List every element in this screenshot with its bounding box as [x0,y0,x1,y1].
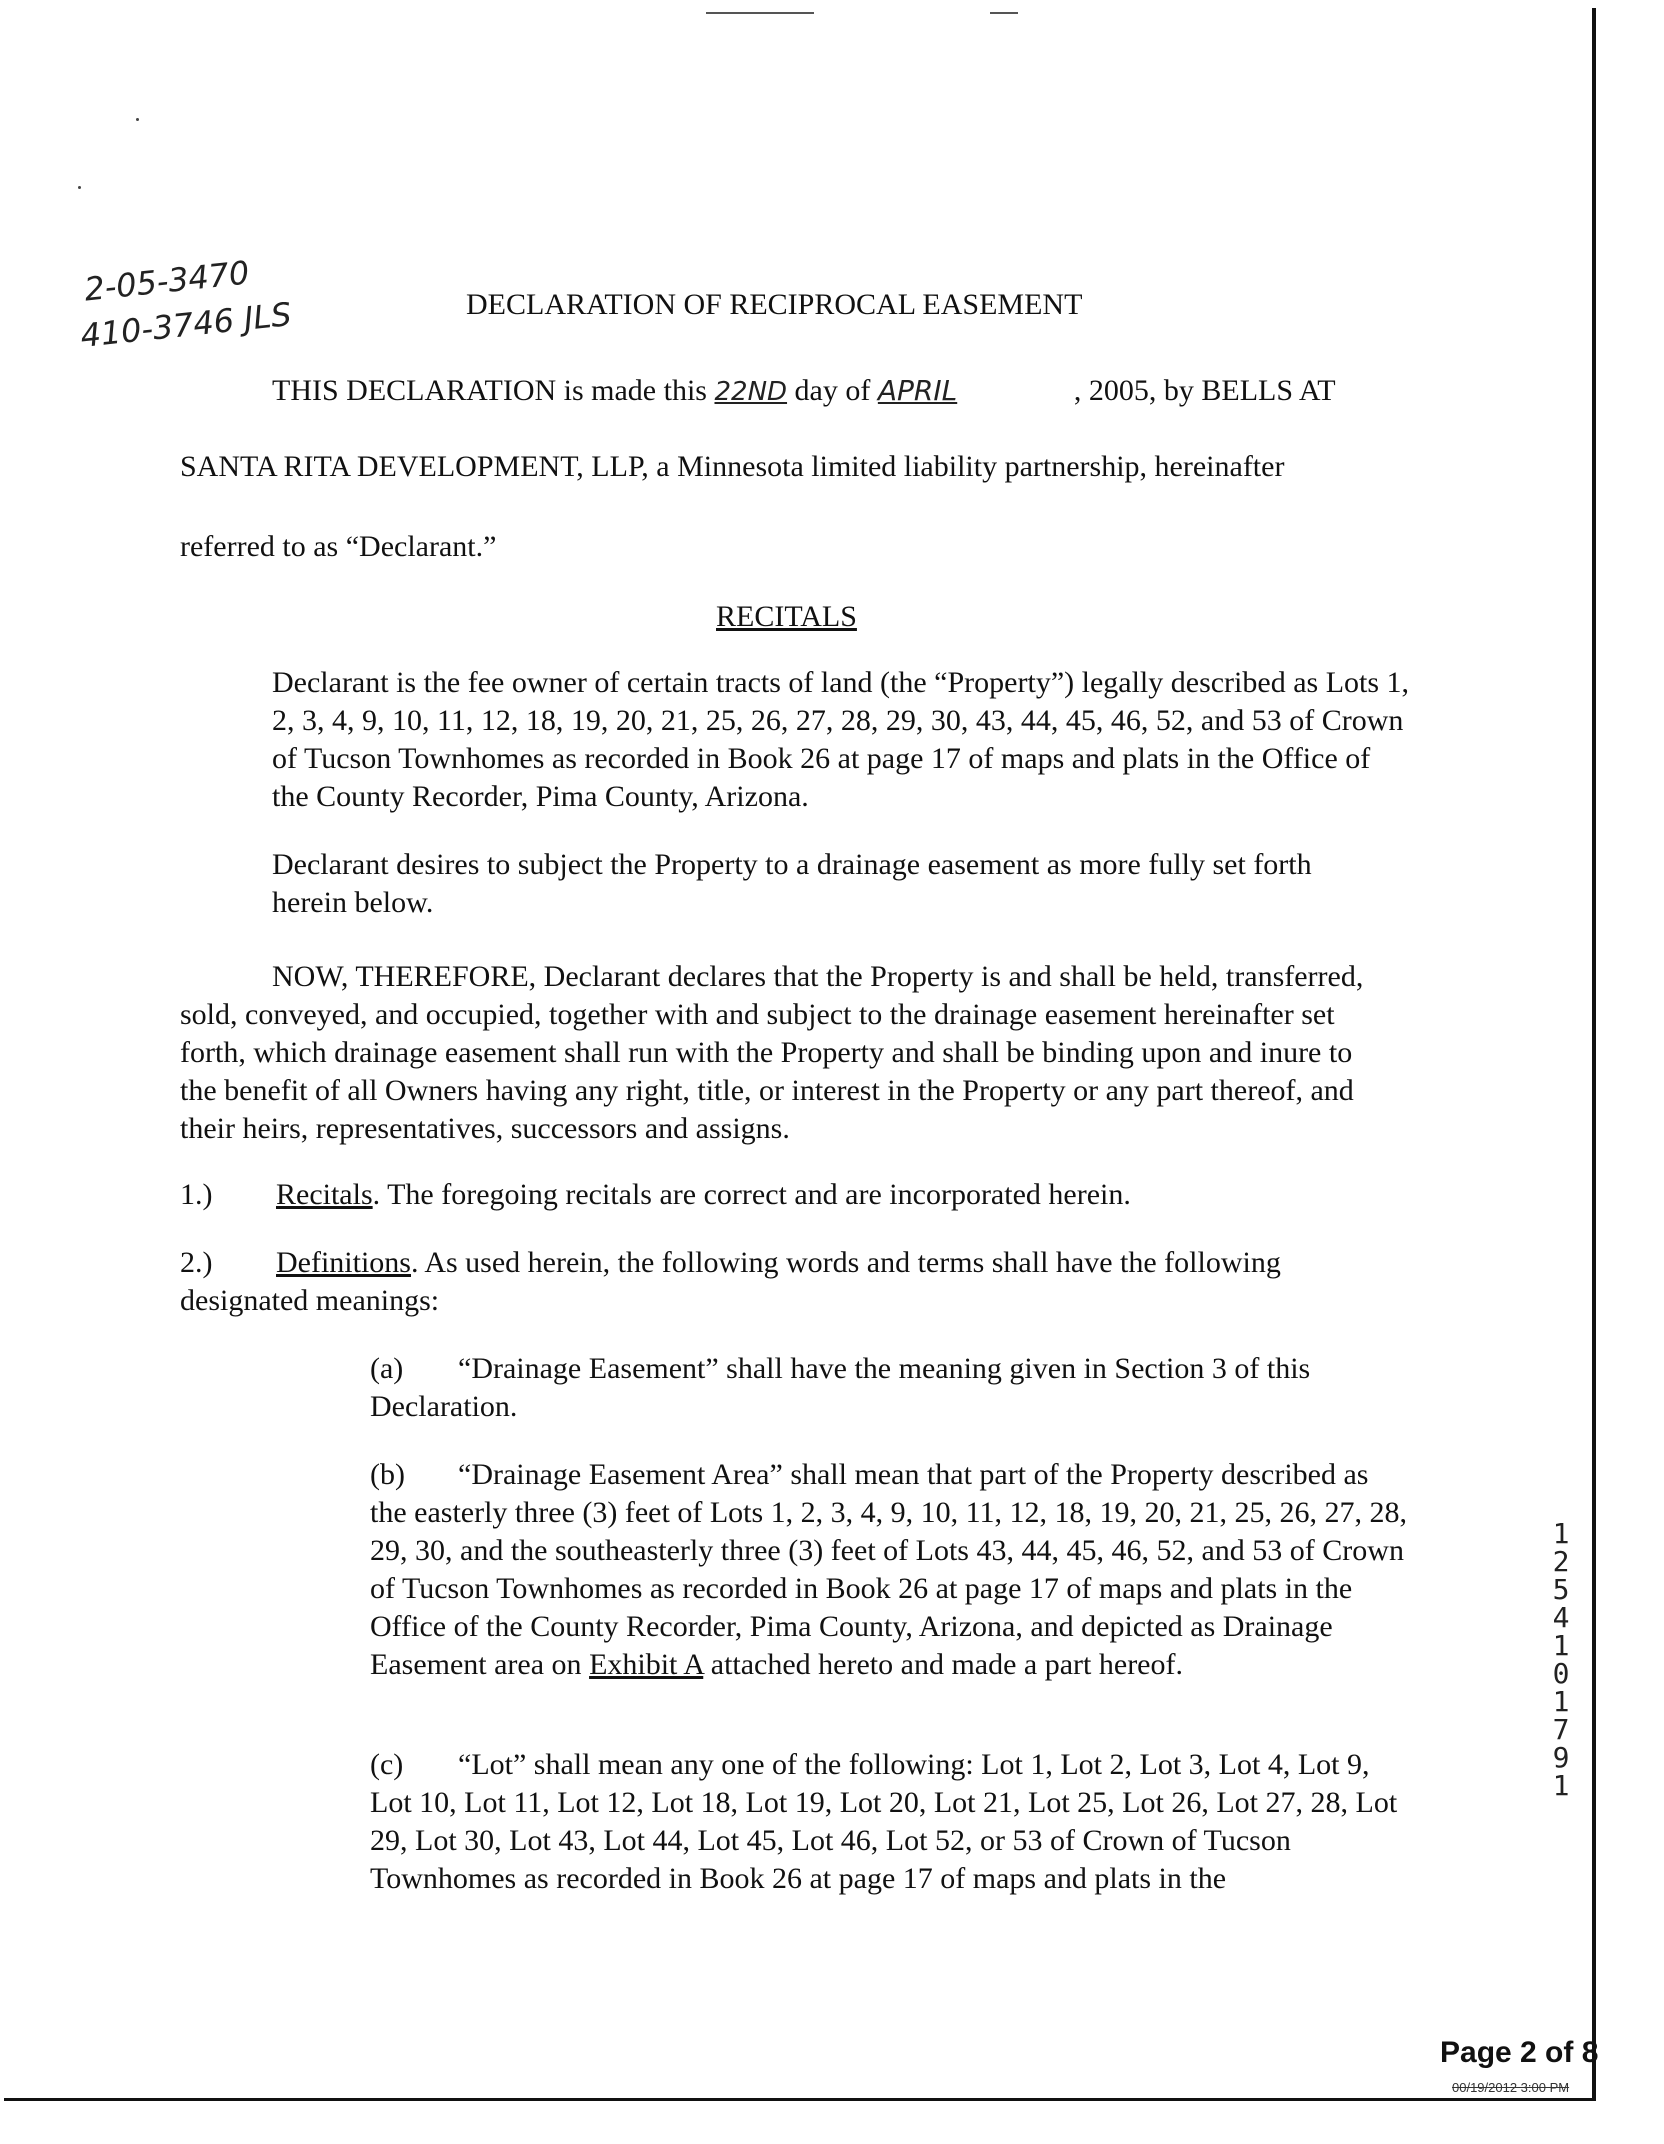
recital-paragraph-1: Declarant is the fee owner of certain tracts of land (the “Property”) legally described as Lots 1, 2, 3, 4, 9, 10, 11, 12, 18, 19, 20, 21, 25, 26, 27, 28, 29, 30, 43, 44, 45, 46, 52, and 53 of Crown of Tucson Townhomes as recorded in Book 26 at page 17 of maps and plats in the Office of the County Recorder, Pima County, Arizona. [272,666,1410,813]
section-2: 2.) Definitions. As used herein, the following words and terms shall have the following designated meanings: [180,1246,1281,1317]
recitals-heading: RECITALS [716,600,857,633]
now-therefore-paragraph: NOW, THEREFORE, Declarant declares that the Property is and shall be held, transferred, sold, conveyed, and occupied, together with and subject to the drainage easement hereinafter set forth, which drainage easement shall run with the Property and shall be binding upon and inure to the benefit of all Owners having any right, title, or interest in the Property or any part thereof, and their heirs, representatives, successors and assigns. [180,960,1364,1145]
handwritten-ref-2: 410-3746 JLS [78,295,294,355]
section-1-heading: Recitals [276,1178,373,1211]
definition-a-mark: (a) [370,1352,404,1385]
section-1: 1.) Recitals. The foregoing recitals are correct and are incorporated herein. [180,1176,1131,1214]
page-border-bottom [4,2098,1596,2101]
definition-c: (c) “Lot” shall mean any one of the following: Lot 1, Lot 2, Lot 3, Lot 4, Lot 9, Lot 10, Lot 11, Lot 12, Lot 18, Lot 19, Lot 20, Lot 21, Lot 25, Lot 26, Lot 27, 28, Lot 29, Lot 30, Lot 43, Lot 44, Lot 45, Lot 46, Lot 52, or 53 of Crown of Tucson Townhomes as recorded in Book 26 at page 17 of maps and plats in the [370,1748,1398,1895]
intro-line-2: SANTA RITA DEVELOPMENT, LLP, a Minnesota limited liability partnership, hereinafter [180,450,1285,483]
intro-line-3: referred to as “Declarant.” [180,530,497,563]
definition-c-mark: (c) [370,1748,404,1781]
page-indicator: Page 2 of 8 [1440,2036,1599,2069]
handwritten-month: APRIL [877,374,958,407]
handwritten-ref-1: 2-05-3470 [82,253,252,309]
intro-line-1: THIS DECLARATION is made this 22ND day of APRIL , 2005, by BELLS AT [272,372,1336,411]
print-timestamp: 00/19/2012 3:00 PM [1452,2080,1570,2095]
exhibit-a-reference: Exhibit A [589,1648,704,1681]
recital-paragraph-2: Declarant desires to subject the Property to a drainage easement as more fully set forth herein below. [272,848,1312,919]
definition-a: (a) “Drainage Easement” shall have the meaning given in Section 3 of this Declaration. [370,1352,1311,1423]
definition-b-mark: (b) [370,1458,405,1491]
scan-speck [136,118,139,121]
handwritten-day: 22ND [714,377,788,407]
document-title: DECLARATION OF RECIPROCAL EASEMENT [466,288,1083,321]
section-2-heading: Definitions [276,1246,411,1279]
definition-b: (b) “Drainage Easement Area” shall mean that part of the Property described as the easterly three (3) feet of Lots 1, 2, 3, 4, 9, 10, 11, 12, 18, 19, 20, 21, 25, 26, 27, 28, 29, 30, and the southeasterly three (3) feet of Lots 43, 44, 45, 46, 52, and 53 of Crown of Tucson Townhomes as recorded in Book 26 at page 17 of maps and plats in the Office of the County Recorder, Pima County, Arizona, and depicted as Drainage Easement area on Exhibit A attached hereto and made a part hereof. [370,1458,1408,1681]
section-1-number: 1.) [180,1178,213,1211]
section-2-number: 2.) [180,1246,213,1279]
scan-mark-top-2 [990,12,1018,14]
recording-number-vertical: 12541 01791 [1552,1517,1570,1802]
scan-mark-top [706,12,814,14]
page-border-right [1592,8,1596,2098]
scan-speck [78,186,81,189]
